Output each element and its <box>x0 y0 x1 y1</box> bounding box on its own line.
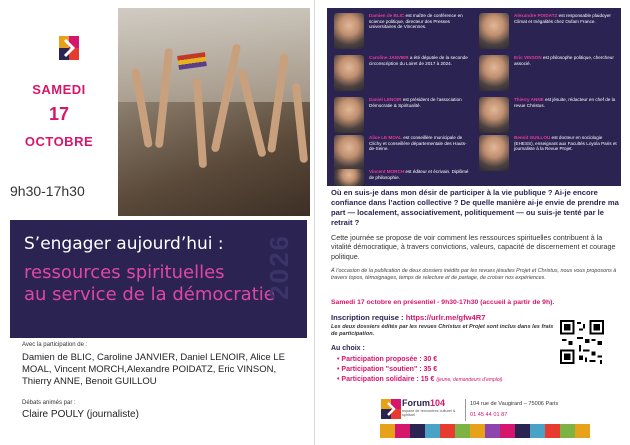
event-day: SAMEDI <box>32 82 86 97</box>
participation-label: Avec la participation de : <box>22 342 88 348</box>
speaker-photo <box>334 55 364 91</box>
footer-phone: 01 45 44 01 87 <box>470 412 508 418</box>
speaker-card: Alice LE MOAL est conseillère municipale de Clichy et conseillère départementale des Hauts-de-Seine. <box>331 132 476 176</box>
speaker-photo <box>334 13 364 49</box>
speaker-photo <box>479 135 509 171</box>
moderator-name: Claire POULY (journaliste) <box>22 409 139 420</box>
speakers-panel <box>327 8 621 186</box>
registration-note: Les deux dossiers édités par les revues Christus et Projet sont inclus dans les frais de participation. <box>331 324 554 337</box>
price-item: • Participation solidaire : 15 € (jeune, demandeurs d’emploi) <box>337 376 503 383</box>
price-item: • Participation "soutien" : 35 € <box>337 366 438 373</box>
event-date-number: 17 <box>48 104 70 124</box>
speaker-photo <box>334 97 364 133</box>
registration-link[interactable]: https://urlr.me/gfw4R7 <box>405 313 486 322</box>
event-month: OCTOBRE <box>24 134 94 149</box>
qr-code-icon[interactable] <box>560 320 604 364</box>
speaker-photo <box>334 169 364 186</box>
speaker-card: Damien de BLIC est maître de conférence en science politique, directeur des Presses universitaires de Vincennes. <box>331 10 476 54</box>
decorative-color-band <box>380 424 590 438</box>
title-line-2: ressources spirituelles au service de la démocratie <box>24 262 275 305</box>
intro-text: Cette journée se propose de voir comment les ressources spirituelles contribuent à la vitalité démocratique, à travers convictions, valeurs, capacité de discernement et courage politique. <box>331 233 616 261</box>
forum104-name: Forum104 <box>402 398 446 408</box>
speaker-card: Vincent MORCH est éditeur et écrivain. Diplômé de philosophie. <box>331 166 476 186</box>
choice-label: Au choix : <box>331 345 365 352</box>
event-hours: 9h30-17h30 <box>10 183 85 199</box>
forum104-tagline: espace de rencontres culturel & spirituel <box>402 409 456 418</box>
price-list <box>337 355 557 385</box>
footer-address: 104 rue de Vaugirard – 75006 Paris <box>470 401 559 407</box>
publication-note: À l’occasion de la publication de deux dossiers inédits par les revues jésuites Projet et Christus, nous vous proposons à travers topos, témoignages, temps de relecture et de partage, de croiser nos expériences. <box>331 268 617 281</box>
speaker-card: Thierry ANNE est jésuite, rédacteur en chef de la revue Christus. <box>476 94 621 138</box>
speaker-photo <box>479 13 509 49</box>
forum104-logo-icon <box>55 34 83 62</box>
speaker-photo <box>479 55 509 91</box>
year-label: 2026 <box>264 234 294 300</box>
footer-separator <box>465 399 466 421</box>
speaker-card: Daniel LENOIR est président de l’association Démocratie & Spiritualité. <box>331 94 476 138</box>
registration-line: Inscription requise : https://urlr.me/gfw4R7 <box>331 313 486 322</box>
speaker-card: Eric VINSON est philosophe politique, chercheur associé. <box>476 52 621 96</box>
title-line-1: S’engager aujourd’hui : <box>24 234 224 254</box>
questions-text: Où en suis-je dans mon désir de participer à la vie publique ? Ai-je encore confiance dans l’action collective ? De quelle manière ai-je envie de prendre ma part — localement, associativement, politiquement — ou suis-je tenté par le retrait ? <box>331 188 619 227</box>
participants-list: Damien de BLIC, Caroline JANVIER, Daniel LENOIR, Alice LE MOAL, Vincent MORCH,Alexandre POIDATZ, Eric VINSON, Thierry ANNE, Benoit GUILLOU <box>22 352 285 387</box>
speaker-photo <box>479 97 509 133</box>
schedule-line: Samedi 17 octobre en présentiel - 9h30-17h30 (accueil à partir de 9h). <box>331 299 555 306</box>
title-box <box>10 220 307 338</box>
speaker-card: Benoit GUILLOU est docteur en sociologie (EHESS), enseignant aux Facultés Loyola Paris et journaliste à la Revue Projet. <box>476 132 621 176</box>
speaker-card: Alexandre POIDATZ est responsable plaidoyer Climat et Inégalités chez Oxfam France. <box>476 10 621 54</box>
speaker-card: Caroline JANVIER a été députée de la seconde circonscription du Loiret de 2017 à 2024. <box>331 52 476 96</box>
forum104-logo-icon <box>381 399 401 419</box>
price-item: • Participation proposée : 30 € <box>337 356 438 363</box>
right-page <box>315 0 630 445</box>
debates-label: Débats animés par : <box>22 400 76 406</box>
